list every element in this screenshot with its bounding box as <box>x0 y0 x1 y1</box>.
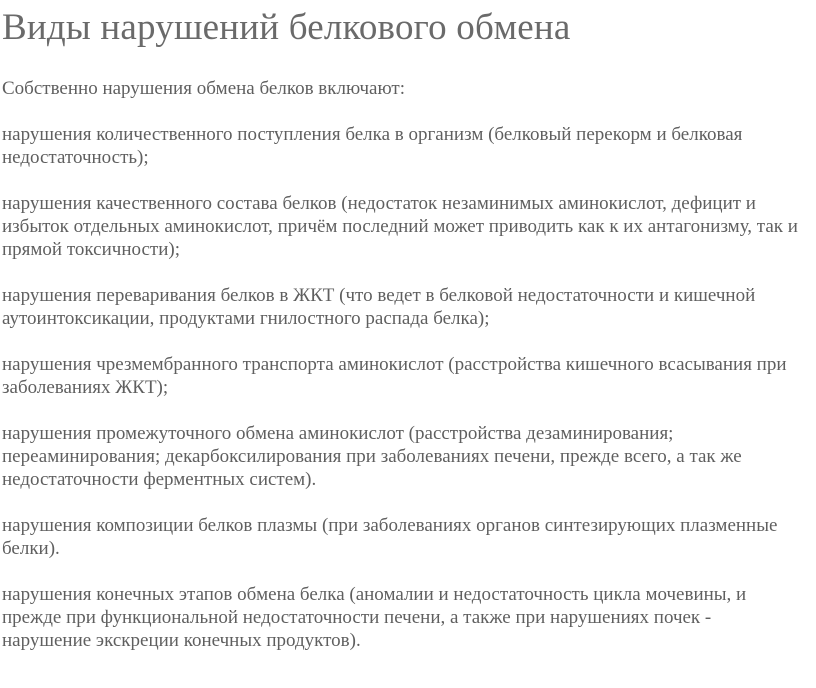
page-title: Виды нарушений белкового обмена <box>2 7 571 48</box>
list-item-final-stages: нарушения конечных этапов обмена белка (аномалии и недостаточность цикла мочевины, и прежде при функциональной недостаточности печени, а также при нарушениях почек - нарушение экскреции конечных продуктов). <box>2 584 747 651</box>
list-item-transport: нарушения чрезмембранного транспорта аминокислот (расстройства кишечного всасывания при заболеваниях ЖКТ); <box>2 354 787 398</box>
list-item-plasma-proteins: нарушения композиции белков плазмы (при заболеваниях органов синтезирующих плазменные белки). <box>2 515 778 559</box>
intro-paragraph: Собственно нарушения обмена белков включают: <box>2 78 405 99</box>
list-item-intermediate-metabolism: нарушения промежуточного обмена аминокислот (расстройства дезаминирования; переаминирования; декарбоксилирования при заболеваниях печени, прежде всего, а так же недостаточности ферментных систем). <box>2 423 742 490</box>
list-item-quality: нарушения качественного состава белков (недостаток незаминимых аминокислот, дефицит и избыток отдельных аминокислот, причём последний может приводить как к их антагонизму, так и прямой токсичности); <box>2 193 798 260</box>
list-item-digestion: нарушения переваривания белков в ЖКТ (что ведет в белковой недостаточности и кишечной аутоинтоксикации, продуктами гнилостного распада белка); <box>2 285 756 329</box>
list-item-quantity: нарушения количественного поступления белка в организм (белковый перекорм и белковая недостаточность); <box>2 124 743 168</box>
